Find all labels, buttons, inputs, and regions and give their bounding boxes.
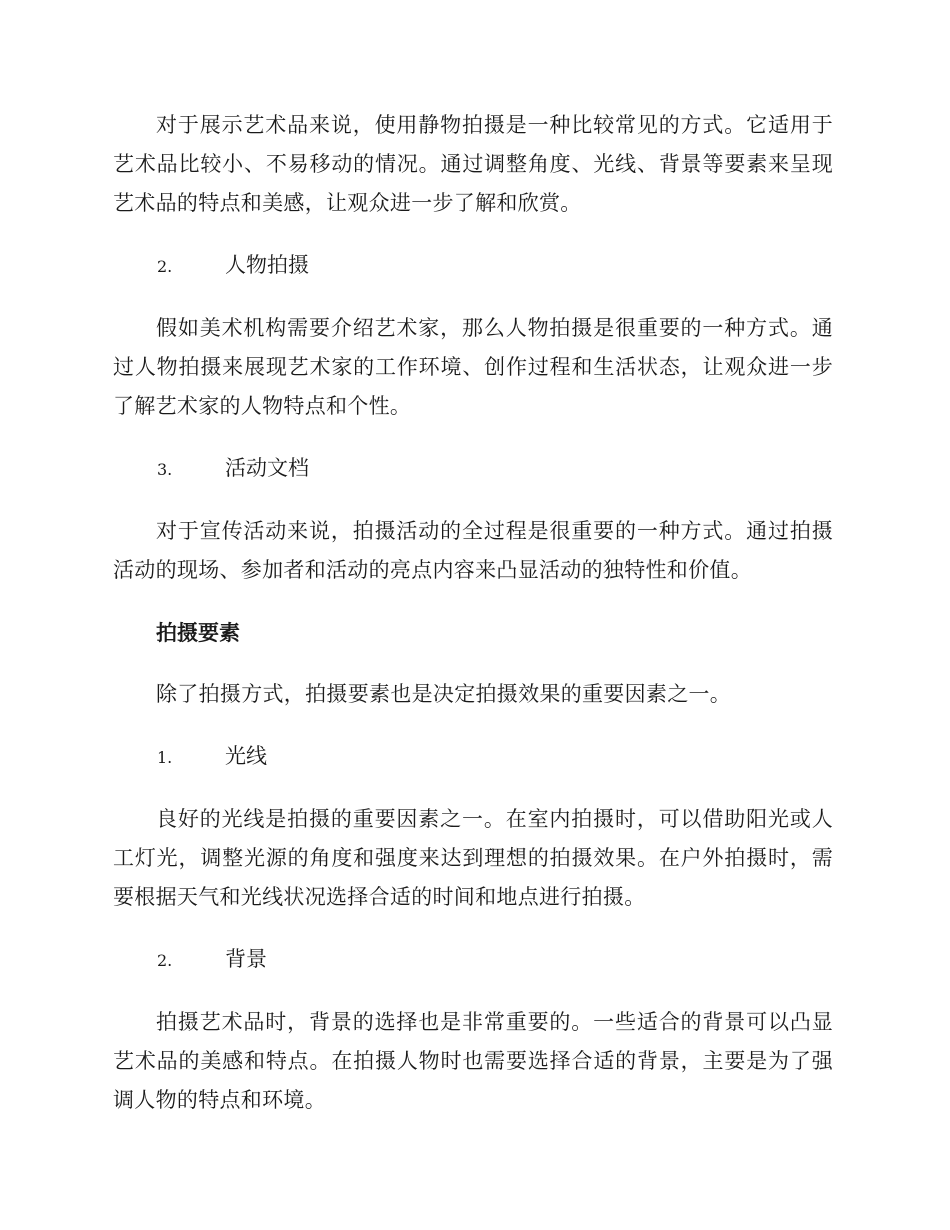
list-number: 2. — [157, 257, 173, 276]
paragraph-event-documentation: 对于宣传活动来说，拍摄活动的全过程是很重要的一种方式。通过拍摄活动的现场、参加者和活动的亮点内容来凸显活动的独特性和价值。 — [113, 519, 833, 582]
list-label: 人物拍摄 — [225, 253, 309, 277]
list-item-people-photography — [113, 246, 833, 286]
list-number: 1. — [157, 748, 173, 767]
list-item-background — [113, 940, 833, 980]
paragraph-people-photography: 假如美术机构需要介绍艺术家，那么人物拍摄是很重要的一种方式。通过人物拍摄来展现艺术家的工作环境、创作过程和生活状态，让观众进一步了解艺术家的人物特点和个性。 — [113, 316, 833, 418]
list-number: 2. — [157, 951, 173, 970]
paragraph-still-life: 对于展示艺术品来说，使用静物拍摄是一种比较常见的方式。它适用于艺术品比较小、不易移动的情况。通过调整角度、光线、背景等要素来呈现艺术品的特点和美感，让观众进一步了解和欣赏。 — [113, 113, 833, 215]
paragraph-background: 拍摄艺术品时，背景的选择也是非常重要的。一些适合的背景可以凸显艺术品的美感和特点。在拍摄人物时也需要选择合适的背景，主要是为了强调人物的特点和环境。 — [113, 1010, 833, 1112]
document-page — [113, 106, 833, 1143]
list-label: 背景 — [225, 947, 267, 971]
list-item-event-documentation — [113, 449, 833, 489]
list-label: 活动文档 — [225, 456, 309, 480]
list-number: 3. — [157, 460, 173, 479]
paragraph-lighting: 良好的光线是拍摄的重要因素之一。在室内拍摄时，可以借助阳光或人工灯光，调整光源的角度和强度来达到理想的拍摄效果。在户外拍摄时，需要根据天气和光线状况选择合适的时间和地点进行拍摄。 — [113, 807, 833, 909]
list-label: 光线 — [225, 744, 267, 768]
list-item-lighting — [113, 737, 833, 777]
paragraph-elements-intro: 除了拍摄方式，拍摄要素也是决定拍摄效果的重要因素之一。 — [156, 682, 732, 706]
section-heading-shooting-elements: 拍摄要素 — [156, 620, 240, 645]
